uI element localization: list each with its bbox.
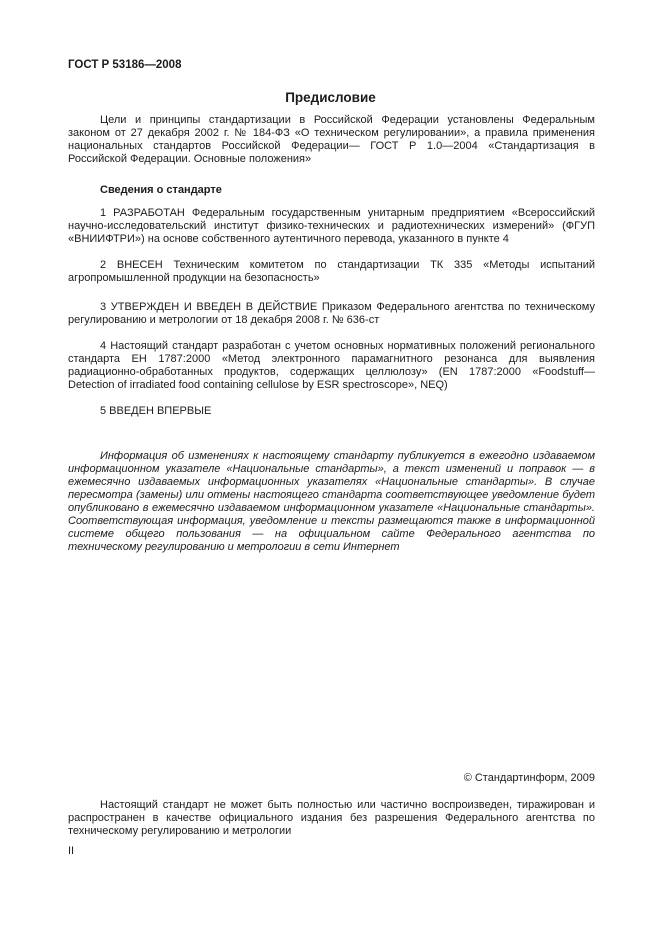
intro-paragraph: Цели и принципы стандартизации в Российской Федерации установлены Федеральным законом от 27 декабря 2002 г. № 184-ФЗ «О техническом регулировании», а правила применения национальных стандартов Российской Федерации— ГОСТ Р 1.0—2004 «Стандартизация в Российской Федерации. Основные положения» bbox=[68, 114, 595, 165]
standard-info-item: 3 УТВЕРЖДЕН И ВВЕДЕН В ДЕЙСТВИЕ Приказом Федерального агентства по техническому регулированию и метрологии от 18 декабря 2008 г. № 636-ст bbox=[68, 301, 595, 326]
changes-information-note: Информация об изменениях к настоящему стандарту публикуется в ежегодно издаваемом информационном указателе «Национальные стандарты», а текст изменений и поправок — в ежемесячно издаваемых информационных указателях «Национальные стандарты». В случае пересмотра (замены) или отмены настоящего стандарта соответствующее уведомление будет опубликовано в ежемесячно издаваемом информационном указателе «Национальные стандарты». Соответствующая информация, уведомление и тексты размещаются также в информационной системе общего пользования — на официальном сайте Федерального агентства по техническому регулированию и метрологии в сети Интернет bbox=[68, 450, 595, 553]
page-number: II bbox=[68, 845, 75, 857]
standard-info-item: 4 Настоящий стандарт разработан с учетом основных нормативных положений регионального стандарта ЕН 1787:2000 «Метод электронного парамагнитного резонанса для выявления радиационно-обработанных продуктов, содержащих целлюлозу» (EN 1787:2000 «Foodstuff— Detection of irradiated food containing cellulose by ESR spectroscope», NEQ) bbox=[68, 340, 595, 391]
standard-info-item: 2 ВНЕСЕН Техническим комитетом по стандартизации ТК 335 «Методы испытаний агропромышленной продукции на безопасность» bbox=[68, 259, 595, 284]
document-code: ГОСТ Р 53186—2008 bbox=[68, 59, 182, 71]
section-heading: Сведения о стандарте bbox=[100, 184, 222, 196]
standard-info-item: 1 РАЗРАБОТАН Федеральным государственным унитарным предприятием «Всероссийский научно-исследовательский институт физико-технических и радиотехнических измерений» (ФГУП «ВНИИФТРИ») на основе собственного аутентичного перевода, указанного в пункте 4 bbox=[68, 207, 595, 245]
page-title: Предисловие bbox=[285, 90, 376, 105]
standard-info-item: 5 ВВЕДЕН ВПЕРВЫЕ bbox=[100, 405, 212, 417]
reproduction-restriction-note: Настоящий стандарт не может быть полностью или частично воспроизведен, тиражирован и распространен в качестве официального издания без разрешения Федерального агентства по техническому регулированию и метрологии bbox=[68, 799, 595, 837]
copyright-notice: © Стандартинформ, 2009 bbox=[463, 772, 595, 784]
